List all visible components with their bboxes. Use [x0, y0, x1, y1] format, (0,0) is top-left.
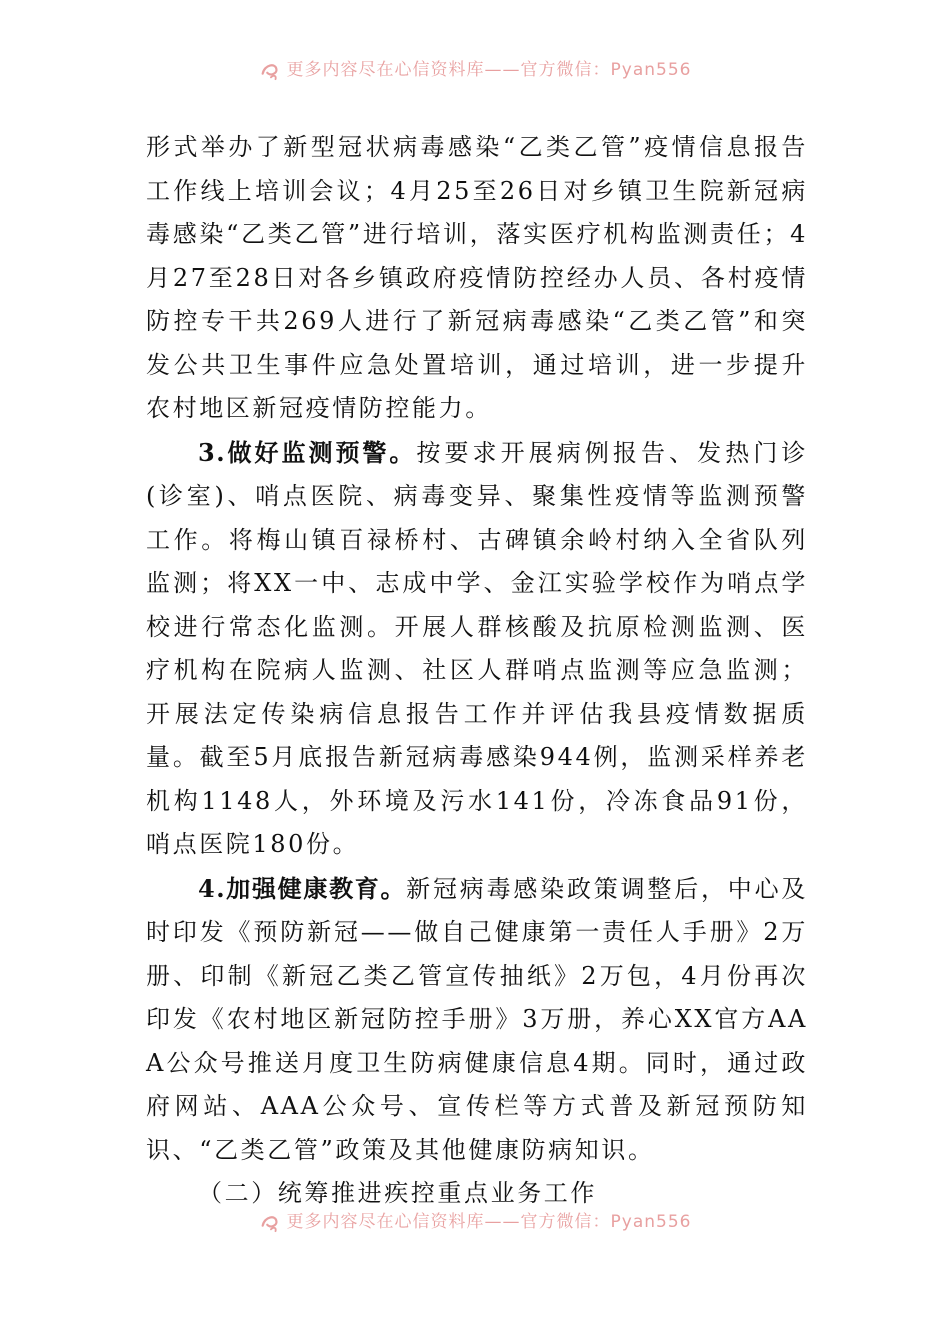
paragraph-training-continued: [146, 126, 808, 431]
paragraph-lead-heading: 3.做好监测预警。: [198, 437, 417, 467]
watermark-text: 更多内容尽在心信资料库——官方微信：Pyan556: [286, 60, 692, 80]
paragraph-lead-heading: 4.加强健康教育。: [198, 873, 407, 903]
paragraph-text: 按要求开展病例报告、发热门诊(诊室)、哨点医院、病毒变异、聚集性疫情等监测预警工作。将梅山镇百禄桥村、古碑镇余岭村纳入全省队列监测；将XX一中、志成中学、金江实验学校作为哨点学校进行常态化监测。开展人群核酸及抗原检测监测、医疗机构在院病人监测、社区人群哨点监测等应急监测；开展法定传染病信息报告工作并评估我县疫情数据质量。截至5月底报告新冠病毒感染944例，监测采样养老机构1148人，外环境及污水141份，冷冻食品91份，哨点医院180份。: [146, 438, 808, 858]
section-subheading: （二）统筹推进疾控重点业务工作: [198, 1179, 597, 1207]
watermark-text: 更多内容尽在心信资料库——官方微信：Pyan556: [286, 1212, 692, 1232]
document-body: [146, 126, 808, 1216]
footer-watermark: [0, 1208, 950, 1238]
swirl-logo-icon: [259, 59, 281, 81]
swirl-logo-icon: [259, 1211, 281, 1233]
paragraph-health-education: [146, 867, 808, 1173]
paragraph-text: 形式举办了新型冠状病毒感染“乙类乙管”疫情信息报告工作线上培训会议；4月25至26日对乡镇卫生院新冠病毒感染“乙类乙管”进行培训，落实医疗机构监测责任；4月27至28日对各乡镇政府疫情防控经办人员、各村疫情防控专干共269人进行了新冠病毒感染“乙类乙管”和突发公共卫生事件应急处置培训，通过培训，进一步提升农村地区新冠疫情防控能力。: [146, 133, 808, 422]
header-watermark: [0, 56, 950, 86]
paragraph-text: 新冠病毒感染政策调整后，中心及时印发《预防新冠——做自己健康第一责任人手册》2万册、印制《新冠乙类乙管宣传抽纸》2万包，4月份再次印发《农村地区新冠防控手册》3万册，养心XX官方AAA公众号推送月度卫生防病健康信息4期。同时，通过政府网站、AAA公众号、宣传栏等方式普及新冠预防知识、“乙类乙管”政策及其他健康防病知识。: [146, 874, 808, 1164]
paragraph-monitoring-warning: [146, 431, 808, 867]
